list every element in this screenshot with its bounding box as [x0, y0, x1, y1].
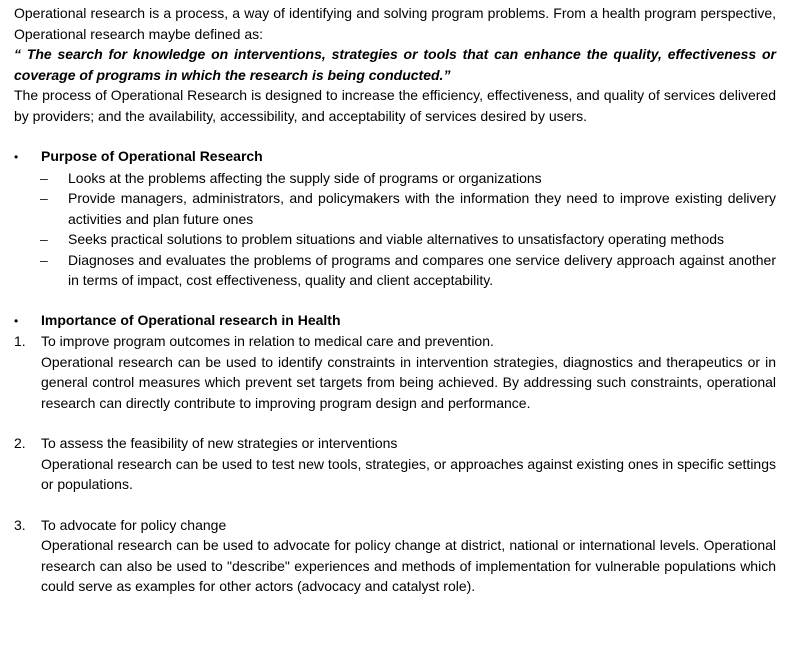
bullet-icon: • [14, 313, 19, 328]
dash-icon: – [40, 251, 48, 268]
list-item [40, 229, 776, 250]
spacer [14, 413, 776, 433]
item-description: Operational research can be used to identify constraints in intervention strategies, diagnostics and therapeutics or in general control measures which prevent set targets from being achieved. By addressing such constraints, operational research can directly contribute to improving program design and performance. [41, 353, 776, 411]
process-paragraph: The process of Operational Research is designed to increase the efficiency, effectiveness, and quality of services delivered by providers; and the availability, accessibility, and acceptability of services desired by users. [14, 87, 776, 124]
item-number: 1. [14, 333, 26, 349]
importance-heading: Importance of Operational research in Health [41, 311, 341, 328]
item-description: Operational research can be used to test new tools, strategies, or approaches against existing ones in specific settings or populations. [41, 455, 776, 492]
item-number: 2. [14, 435, 26, 451]
item-title: To advocate for policy change [41, 516, 227, 533]
spacer [14, 495, 776, 515]
item-title: To assess the feasibility of new strategies or interventions [41, 435, 398, 451]
definition-quote: “ The search for knowledge on interventions, strategies or tools that can enhance the quality, effectiveness or coverage of programs in which the research is being conducted.” [14, 46, 776, 83]
item-title: To improve program outcomes in relation to medical care and prevention. [41, 333, 494, 349]
dash-icon: – [40, 169, 48, 186]
item-description: Operational research can be used to advocate for policy change at district, national or international levels. Operational research can also be used to "describe" experiences and methods of implementation for vulnerable populations which could serve as examples for other actors (advocacy and catalyst role). [41, 537, 776, 594]
list-item [40, 168, 776, 189]
list-item-text: Seeks practical solutions to problem situations and viable alternatives to unsatisfactory operating methods [68, 231, 725, 247]
purpose-heading-row [14, 146, 776, 168]
list-item [40, 250, 776, 291]
dash-icon: – [40, 231, 48, 247]
numbered-item [14, 433, 776, 495]
list-item [40, 188, 776, 229]
purpose-heading: Purpose of Operational Research [41, 148, 263, 164]
list-item-text: Looks at the problems affecting the supply side of programs or organizations [68, 169, 542, 186]
list-item-text: Provide managers, administrators, and policymakers with the information they need to improve existing delivery activities and plan future ones [68, 190, 776, 227]
intro-paragraph: Operational research is a process, a way of identifying and solving program problems. From a health program perspective, Operational research maybe defined as: [14, 5, 776, 42]
spacer [14, 126, 776, 146]
spacer [14, 291, 776, 310]
purpose-list [40, 168, 776, 291]
item-number: 3. [14, 516, 26, 533]
importance-section [14, 310, 776, 597]
bullet-icon: • [14, 150, 19, 164]
numbered-item [14, 515, 776, 597]
importance-heading-row [14, 310, 776, 332]
dash-icon: – [40, 190, 48, 206]
purpose-section [14, 146, 776, 291]
list-item-text: Diagnoses and evaluates the problems of programs and compares one service delivery approach against another in terms of impact, cost effectiveness, quality and client acceptability. [68, 251, 776, 288]
numbered-item [14, 331, 776, 413]
